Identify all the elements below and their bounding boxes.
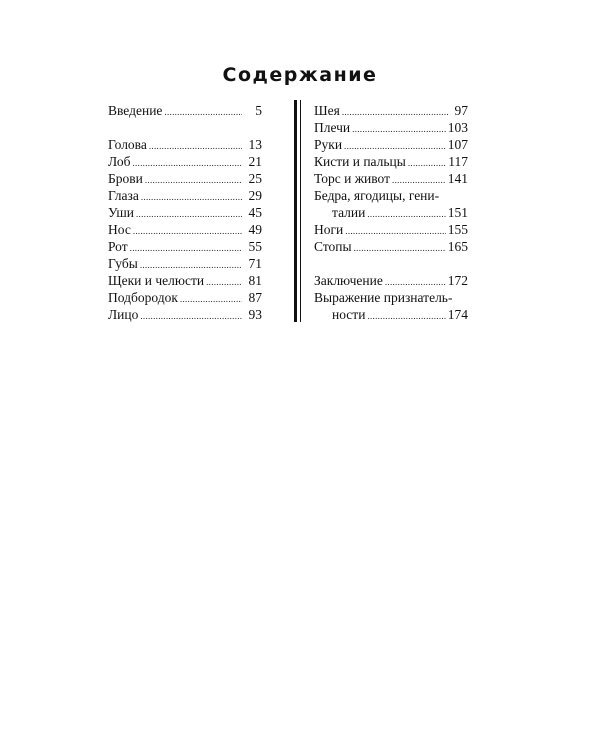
entry-title: Шея [314,103,340,118]
toc-entry [314,119,468,136]
dot-leader [180,291,242,308]
page-number: 71 [248,256,262,271]
entry-title: Введение [108,103,163,118]
page-number: 13 [248,137,262,152]
dot-leader [408,155,446,172]
entry-title: Бедра, ягодицы, гени- [314,188,440,203]
toc-entry [108,272,262,289]
dot-leader [133,223,242,240]
dot-leader [367,308,445,325]
toc-left-column [108,102,262,323]
toc-entry [314,272,468,289]
entry-title-continuation: талии [332,205,366,220]
dot-leader [354,240,446,257]
entry-title: Лоб [108,154,131,169]
page-number: 172 [447,273,468,288]
entry-title: Плечи [314,120,351,135]
toc-entry [314,187,468,204]
toc-entry [108,153,262,170]
page-number: 5 [255,103,262,118]
dot-leader [367,206,445,223]
entry-title: Руки [314,137,343,152]
entry-title: Торс и живот [314,171,391,186]
toc-entry [314,238,468,255]
toc-entry [108,170,262,187]
page-number: 155 [447,222,468,237]
dot-leader [130,240,242,257]
page-number: 29 [248,188,262,203]
dot-leader [342,104,448,121]
dot-leader [141,189,242,206]
dot-leader [140,308,242,325]
entry-title: Подбородок [108,290,178,305]
page-number: 49 [248,222,262,237]
entry-title: Голова [108,137,147,152]
page-number: 45 [248,205,262,220]
toc-entry-continuation [314,204,468,221]
page-number: 87 [248,290,262,305]
entry-title: Рот [108,239,128,254]
entry-title: Выражение признатель- [314,290,453,305]
spacer [314,255,468,272]
entry-title: Кисти и пальцы [314,154,406,169]
entry-title: Лицо [108,307,139,322]
entry-title: Брови [108,171,143,186]
column-divider [294,100,297,322]
page-number: 107 [447,137,468,152]
page-number: 97 [454,103,468,118]
page-number: 117 [448,154,468,169]
dot-leader [149,138,242,155]
entry-title: Глаза [108,188,139,203]
page-number: 174 [447,307,468,322]
toc-entry [108,102,262,119]
entry-title: Нос [108,222,131,237]
page-number: 81 [248,273,262,288]
dot-leader [145,172,242,189]
toc-entry [108,289,262,306]
page-number: 21 [248,154,262,169]
entry-title: Ноги [314,222,344,237]
entry-title-continuation: ности [332,307,366,322]
toc-entry [314,102,468,119]
dot-leader [132,155,242,172]
toc-entry [314,136,468,153]
page-number: 25 [248,171,262,186]
spacer [108,119,262,136]
toc-right-column [314,102,468,323]
page-number: 165 [447,239,468,254]
toc-entry [314,153,468,170]
entry-title: Щеки и челюсти [108,273,205,288]
toc-entry [314,221,468,238]
toc-entry [108,238,262,255]
dot-leader [352,121,446,138]
entry-title: Заключение [314,273,383,288]
toc-entry [108,187,262,204]
toc-entry [108,136,262,153]
toc-entry [314,289,468,306]
entry-title: Стопы [314,239,352,254]
page-number: 141 [447,171,468,186]
toc-entry-continuation [314,306,468,323]
page-number: 151 [447,205,468,220]
toc-entry [108,255,262,272]
page-title: Содержание [222,64,378,86]
toc-entry [314,170,468,187]
page-number: 103 [447,120,468,135]
dot-leader [136,206,242,223]
dot-leader [164,104,242,121]
toc-entry [108,221,262,238]
entry-title: Уши [108,205,134,220]
dot-leader [206,274,242,291]
page-number: 55 [248,239,262,254]
entry-title: Губы [108,256,138,271]
toc-entry [108,306,262,323]
page-number: 93 [248,307,262,322]
toc-entry [108,204,262,221]
dot-leader [345,223,445,240]
